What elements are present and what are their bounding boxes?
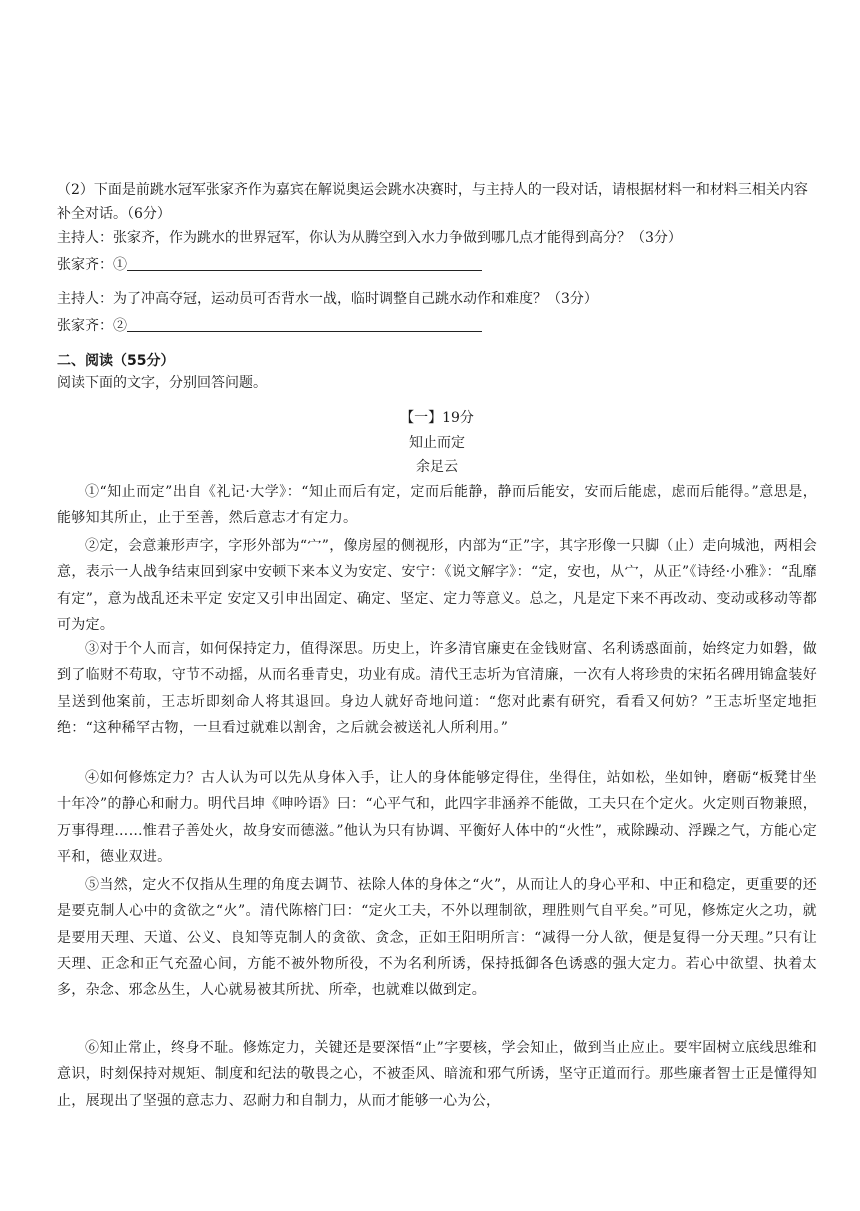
paragraph-4: ④如何修炼定力？古人认为可以先从身体入手，让人的身体能够定得住，坐得住，站如松，坐如钟，磨砺“板凳甘坐 十年冷”的静心和耐力。明代吕坤《呻吟语》曰：“心平气和，此四字非涵养不能做，工夫只在个定火。火定则百物兼照，万事得理……惟君子善处火，故身安而德滋。”他认为只有协调、平衡好人体中的“火性”，戒除躁动、浮躁之气，方能心定平和，德业双进。 [57, 770, 817, 865]
guest-answer-1-label: 张家齐：① [57, 257, 127, 273]
paragraph-1: ①“知止而定”出自《礼记·大学》：“知止而后有定，定而后能静，静而后能安，安而后能虑，虑而后能得。”意思是，能够知其所止，止于至善，然后意志才有定力。 [57, 484, 817, 527]
paragraph-6: ⑥知止常止，终身不耻。修炼定力，关键还是要深悟“止”字要核，学会知止，做到当止应止。要牢固树立底线思维和意识，时刻保持对规矩、制度和纪法的敬畏之心，不被歪风、暗流和邪气所诱，坚守正道而行。那些廉者智士正是懂得知止，展现出了坚强的意志力、忍耐力和自制力，从而才能够一心为公， [57, 1040, 817, 1109]
answer-blank-2[interactable] [127, 317, 482, 332]
reading-instruction: 阅读下面的文字，分别回答问题。 [57, 375, 267, 391]
guest-answer-1 [57, 253, 817, 277]
paragraph-2: ②定，会意兼形声字，字形外部为“宀”，像房屋的侧视形，内部为“正”字，其字形像一只脚（止）走向城池，两相会意，表示一人战争结束回到家中安顿下来本义为安定、安宁：《说文解字》：“定，安也，从宀，从正”《诗经·小雅》：“乱靡有定”，意为战乱还未平定 安定又引申出固定、确定、坚定、定力等意义。总之，凡是定下来不再改动、变动或移动等都可为定。 [57, 538, 817, 633]
paragraph-3: ③对于个人而言，如何保持定力，值得深思。历史上，许多清官廉吏在金钱财富、名利诱惑面前，始终定力如磐，做到了临财不苟取，守节不动摇，从而名垂青史，功业有成。清代王志圻为官清廉，一次有人将珍贵的宋拓名碑用锦盒装好呈送到他案前，王志圻即刻命人将其退回。身边人就好奇地问道：“您对此素有研究，看看又何妨？”王志圻坚定地拒绝：“这种稀罕古物，一旦看过就难以割舍，之后就会被送礼人所利用。” [57, 641, 817, 736]
article-author: 余足云 [416, 459, 458, 475]
article-part-label: 【一】19分 [400, 410, 474, 426]
article-title: 知止而定 [409, 435, 465, 451]
guest-answer-2 [57, 314, 817, 338]
host-question-2: 主持人：为了冲高夺冠，运动员可否背水一战，临时调整自己跳水动作和难度？（3分） [57, 291, 598, 307]
question-2-intro: （2）下面是前跳水冠军张家齐作为嘉宾在解说奥运会跳水决赛时，与主持人的一段对话，请根据材料一和材料三相关内容补全对话。（6分） [57, 182, 808, 222]
answer-blank-1[interactable] [127, 256, 482, 271]
host-question-1: 主持人：张家齐，作为跳水的世界冠军，你认为从腾空到入水力争做到哪几点才能得到高分？（3分） [57, 230, 682, 246]
paragraph-5: ⑤当然，定火不仅指从生理的角度去调节、祛除人体的身体之“火”，从而让人的身心平和、中正和稳定，更重要的还是要克制人心中的贪欲之“火”。清代陈榕门曰：“定火工夫，不外以理制欲，理胜则气自平矣。”可见，修炼定火之功，就是要用天理、天道、公义、良知等克制人的贪欲、贪念，正如王阳明所言：“减得一分人欲，便是复得一分天理。”只有让天理、正念和正气充盈心间，方能不被外物所役，不为名利所诱，保持抵御各色诱惑的强大定力。若心中欲望、执着太多，杂念、邪念丛生，人心就易被其所扰、所牵，也就难以做到定。 [57, 877, 817, 999]
guest-answer-2-label: 张家齐：② [57, 318, 127, 334]
section-heading: 二、阅读（55分） [57, 353, 175, 369]
